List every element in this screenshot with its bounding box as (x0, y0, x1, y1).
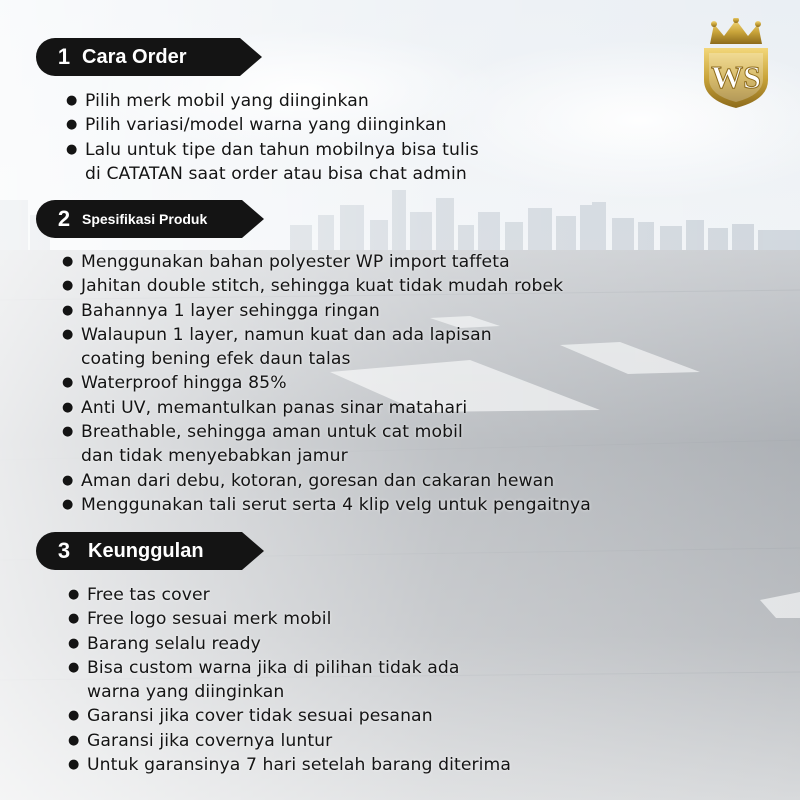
list-item (68, 607, 511, 631)
section-title: Keunggulan (88, 540, 204, 562)
spesifikasi-produk-list (62, 250, 591, 517)
list-item (62, 469, 591, 493)
list-item-text: Menggunakan bahan polyester WP import taffeta (81, 252, 510, 272)
list-item-text: Waterproof hingga 85% (81, 373, 287, 394)
list-item (68, 729, 511, 753)
section-title: Cara Order (82, 46, 187, 68)
list-item-continuation: di CATATAN saat order atau bisa chat admin (85, 163, 467, 184)
list-item (68, 656, 511, 705)
crown-icon (710, 18, 762, 44)
section-number: 1 (57, 44, 71, 69)
list-item-text: Free logo sesuai merk mobil (87, 609, 332, 630)
list-item-text: Free tas cover (87, 585, 210, 605)
list-item-continuation: coating bening efek daun talas (81, 349, 351, 370)
list-item-text: Bisa custom warna jika di pilihan tidak ada (87, 657, 460, 678)
logo-text: WS (711, 59, 761, 95)
section-header-spesifikasi-produk (36, 200, 264, 238)
list-item-text: Jahitan double stitch, sehingga kuat tidak mudah robek (81, 276, 564, 297)
list-item-text: Breathable, sehingga aman untuk cat mobil (81, 422, 463, 443)
list-item (62, 250, 591, 274)
cara-order-list (66, 89, 479, 186)
list-item-text: Lalu untuk tipe dan tahun mobilnya bisa tulis (85, 139, 479, 160)
ws-logo (700, 18, 772, 110)
list-item (68, 632, 511, 656)
list-item (62, 371, 591, 395)
list-item-text: Anti UV, memantulkan panas sinar matahari (81, 397, 468, 418)
section-header-cara-order (36, 38, 262, 76)
list-item (66, 113, 479, 137)
list-item-text: Pilih variasi/model warna yang diinginkan (85, 115, 447, 136)
list-item-continuation: dan tidak menyebabkan jamur (81, 446, 348, 467)
list-item (68, 704, 511, 728)
list-item-text: Bahannya 1 layer sehingga ringan (81, 300, 380, 321)
list-item (66, 89, 479, 113)
list-item-text: Untuk garansinya 7 hari setelah barang diterima (87, 755, 512, 776)
list-item (66, 138, 479, 187)
section-number: 2 (57, 206, 71, 231)
list-item-text: Pilih merk mobil yang diinginkan (85, 91, 369, 111)
list-item (62, 274, 591, 298)
list-item-text: Walaupun 1 layer, namun kuat dan ada lapisan (81, 324, 492, 345)
list-item-text: Garansi jika covernya luntur (87, 730, 333, 751)
list-item (62, 299, 591, 323)
list-item-continuation: warna yang diinginkan (87, 682, 285, 703)
list-item-text: Menggunakan tali serut serta 4 klip velg untuk pengaitnya (81, 494, 591, 515)
list-item (68, 753, 511, 777)
list-item (62, 420, 591, 469)
keunggulan-list (68, 583, 511, 777)
list-item (68, 583, 511, 607)
list-item-text: Garansi jika cover tidak sesuai pesanan (87, 706, 433, 727)
section-number: 3 (57, 538, 71, 563)
list-item (62, 396, 591, 420)
section-header-keunggulan (36, 532, 264, 570)
list-item-text: Aman dari debu, kotoran, goresan dan cakaran hewan (81, 470, 555, 491)
list-item (62, 323, 591, 372)
list-item (62, 493, 591, 517)
section-title: Spesifikasi Produk (82, 211, 208, 227)
list-item-text: Barang selalu ready (87, 633, 261, 654)
